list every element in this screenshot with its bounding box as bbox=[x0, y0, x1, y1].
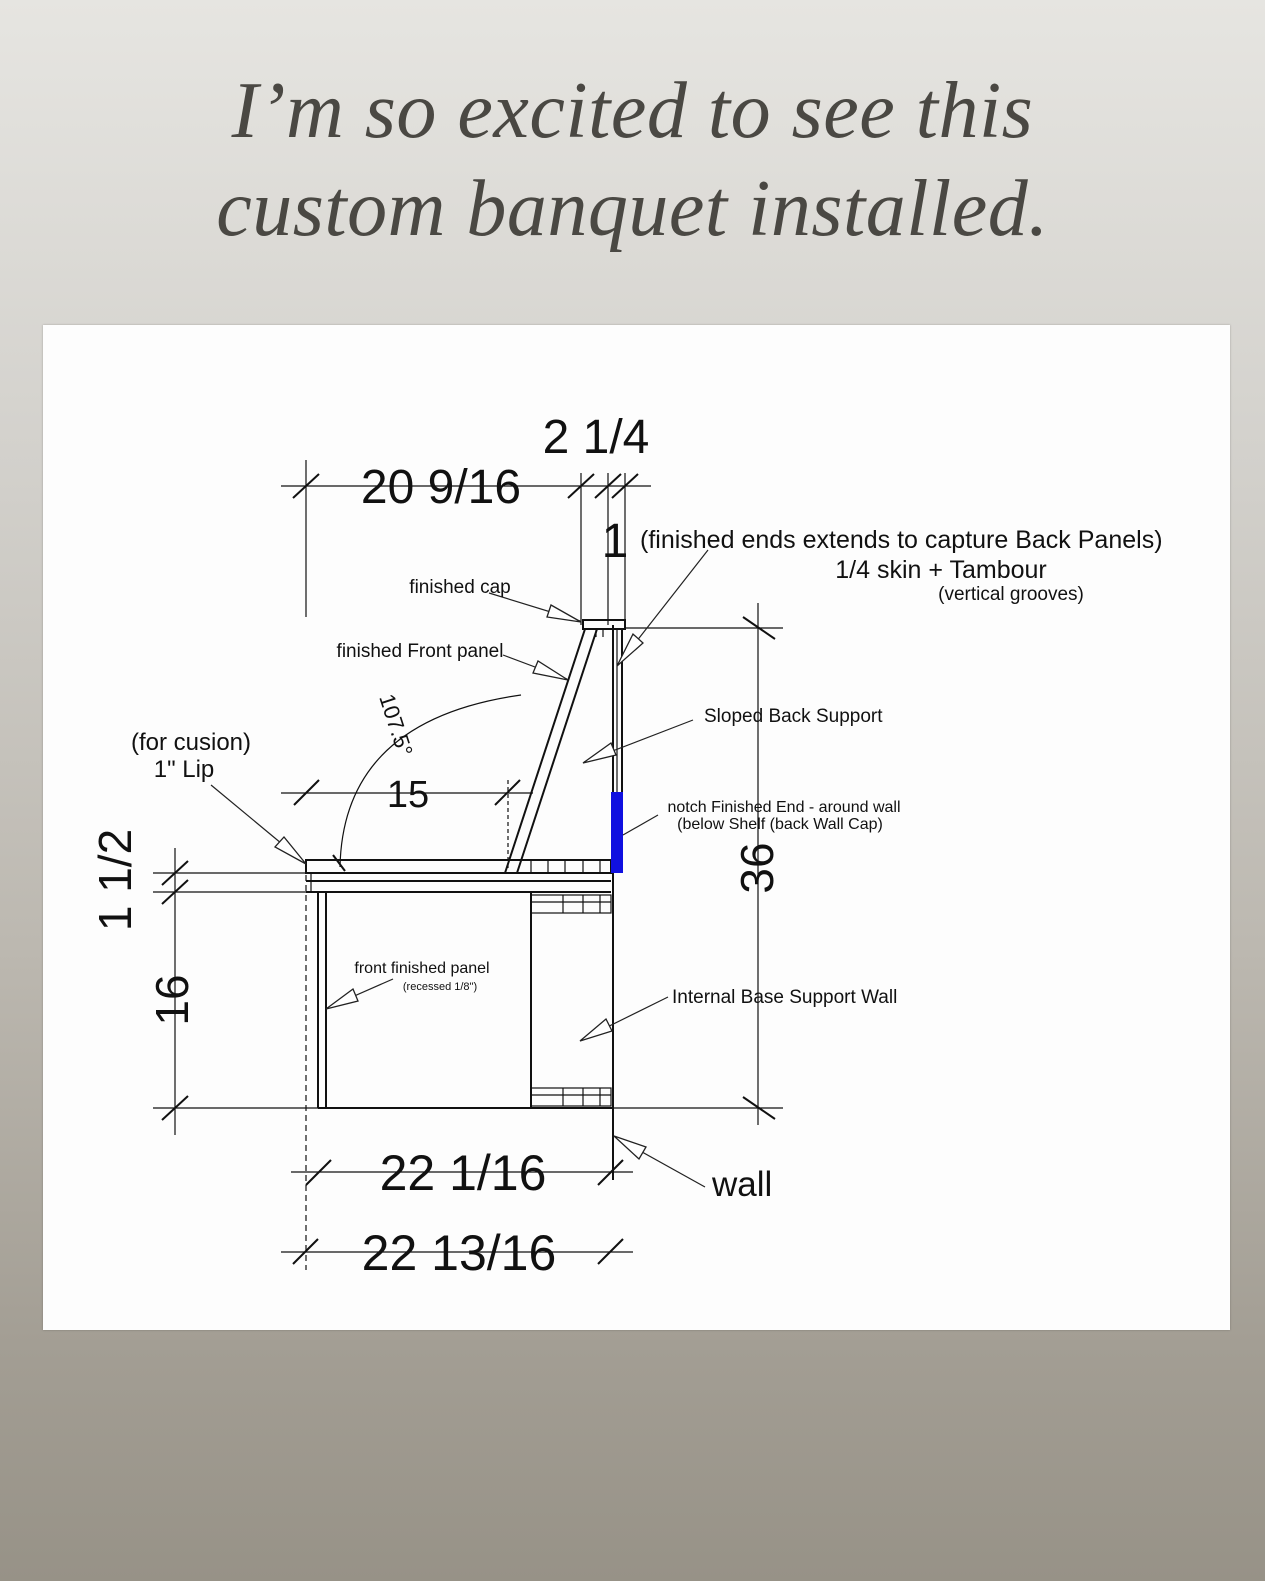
label-notch-line-1: notch Finished End - around wall bbox=[667, 799, 901, 816]
dim-base-depth: 22 1/16 bbox=[379, 1145, 547, 1201]
upper-cleat bbox=[531, 895, 611, 913]
dim-overall-depth: 22 13/16 bbox=[361, 1225, 557, 1281]
label-angle: 107.5° bbox=[374, 690, 418, 760]
lower-cleat bbox=[531, 1088, 611, 1106]
label-notch-line-2: (below Shelf (back Wall Cap) bbox=[677, 816, 883, 833]
label-lip-line-1: (for cusion) bbox=[130, 729, 252, 756]
angle-arc bbox=[340, 695, 521, 867]
dim-top-width: 20 9/16 bbox=[360, 461, 522, 514]
arrow-icon bbox=[614, 1136, 646, 1159]
arrow-icon bbox=[580, 1019, 612, 1041]
arrow-icon bbox=[533, 661, 568, 680]
label-grooves: (vertical grooves) bbox=[938, 584, 1084, 605]
caption-line-2: custom banquet installed. bbox=[216, 165, 1049, 253]
finished-cap bbox=[583, 620, 625, 629]
notch-highlight bbox=[611, 792, 623, 873]
caption bbox=[0, 62, 1265, 258]
label-finished-ends: (finished ends extends to capture Back Panels) bbox=[640, 526, 1163, 554]
label-finished-front-panel: finished Front panel bbox=[336, 641, 504, 662]
dim-seat-height: 16 bbox=[146, 974, 198, 1026]
angle-tick bbox=[333, 855, 345, 871]
sloped-panel-back-edge bbox=[517, 629, 597, 873]
banquette-section-drawing bbox=[43, 325, 1230, 1330]
drawing-card bbox=[43, 325, 1230, 1330]
label-front-finished-panel: front finished panel bbox=[354, 960, 490, 977]
arrow-icon bbox=[547, 605, 581, 622]
dim-top-offset: 2 1/4 bbox=[542, 411, 650, 464]
caption-line-1: I’m so excited to see this bbox=[231, 67, 1034, 155]
label-finished-cap: finished cap bbox=[409, 577, 511, 598]
label-internal-base-support: Internal Base Support Wall bbox=[672, 987, 898, 1008]
dim-overall-height: 36 bbox=[731, 842, 783, 894]
leader-notch bbox=[623, 815, 658, 835]
label-sloped-back-support: Sloped Back Support bbox=[704, 706, 883, 727]
arrow-icon bbox=[583, 743, 616, 763]
dim-cap-thickness: 1 bbox=[601, 515, 629, 568]
arrow-icon bbox=[275, 837, 306, 864]
label-lip-line-2: 1" Lip bbox=[153, 756, 215, 783]
label-skin: 1/4 skin + Tambour bbox=[835, 556, 1047, 584]
dim-seat-back-width: 15 bbox=[386, 774, 430, 816]
arrow-icon bbox=[617, 634, 643, 666]
label-wall: wall bbox=[712, 1165, 773, 1204]
label-recessed: (recessed 1/8") bbox=[402, 981, 478, 993]
dim-lip-height: 1 1/2 bbox=[89, 828, 141, 932]
arrow-icon bbox=[326, 989, 358, 1009]
